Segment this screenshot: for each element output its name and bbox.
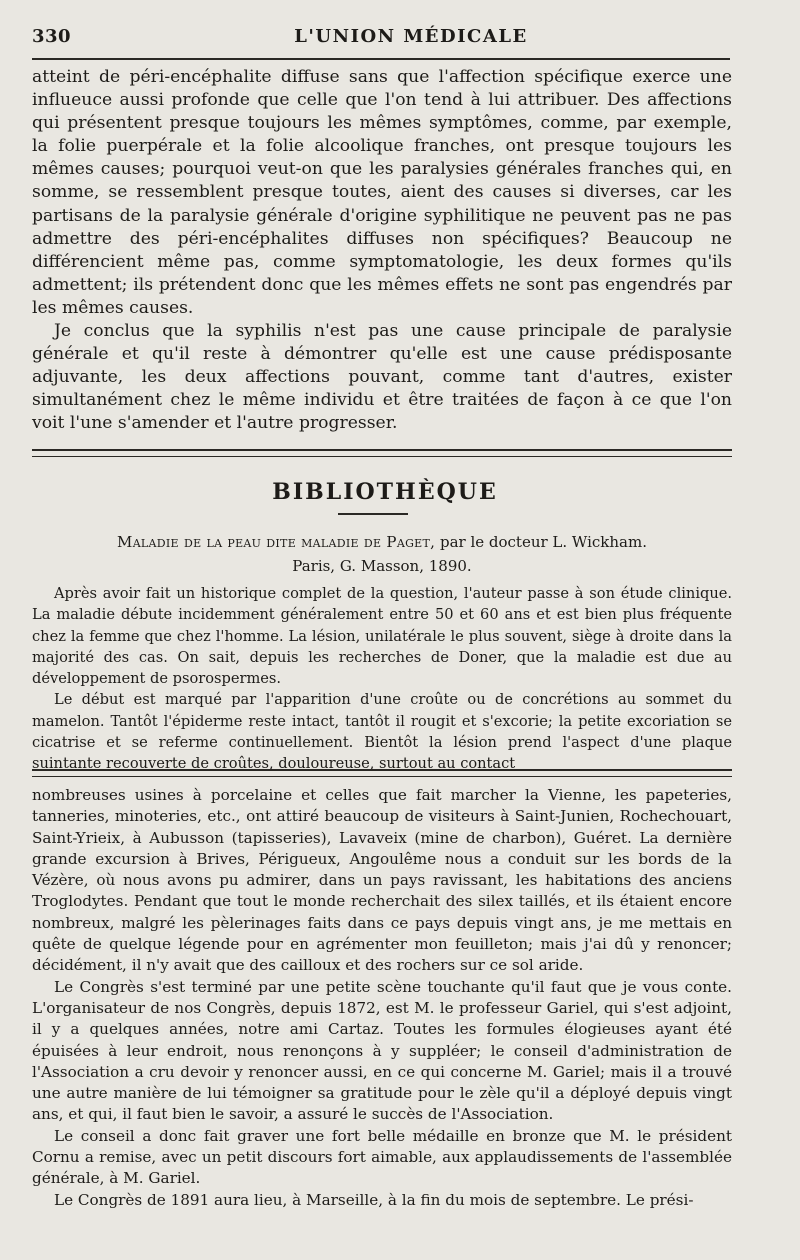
page-number: 330 [32, 26, 72, 47]
book-citation [32, 530, 732, 578]
citation-author: par le docteur L. Wickham. [439, 533, 647, 551]
header-rule [32, 58, 730, 60]
feuilleton-paragraph: Le Congrès s'est terminé par une petite scène touchante qu'il faut que je vous conte. L'organisateur de nos Congrès, depuis 1872, est M. le professeur Gariel, qui s'est adjoint, il y a quelques années, notre ami Cartaz. Toutes les formules élogieuses ayant été épuisées à leur endroit, nous renonçons à y suppléer; le conseil d'administration de l'Association a cru devoir y renoncer aussi, en ce qui concerne M. Gariel; mais il a trouvé une autre manière de lui témoigner sa gratitude pour le zèle qu'il a déployé depuis vingt ans, et qui, il faut bien le savoir, a assuré le succès de l'Association. [32, 977, 732, 1124]
feuilleton-divider [32, 769, 732, 777]
article-paragraph: Je conclus que la syphilis n'est pas une cause principale de paralysie générale et qu'il reste à démontrer qu'elle est une cause prédisposante adjuvante, les deux affections pouvant, comme tant d'autres, exister simultanément chez le même individu et être traitées de façon à ce que l'on voit l'une s'amender et l'autre progresser. [32, 321, 732, 434]
section-divider [32, 449, 732, 457]
feuilleton-paragraph: nombreuses usines à porcelaine et celles que fait marcher la Vienne, les papeteries, tanneries, minoteries, etc., ont attiré beaucoup de visiteurs à Saint-Junien, Rochechouart, Saint-Yrieix, à Aubusson (tapisseries), Lavaveix (mine de charbon), Guéret. La dernière grande excursion à Brives, Périgueux, Angoulême nous a conduit sur les bords de la Vézère, où nous avons pu admirer, dans un pays ravissant, les habitations des anciens Troglodytes. Pendant que tout le monde recherchait des silex taillés, et ils étaient encore nombreux, malgré les pèlerinages faits dans ce pays depuis vingt ans, je me mettais en quête de quelque légende pour en agrémenter mon feuilleton; mais j'ai dû y renoncer; décidément, il n'y avait que des cailloux et des rochers sur ce sol aride. [32, 786, 732, 975]
article-body [32, 66, 732, 436]
citation-publisher: Paris, G. Masson, 1890. [292, 557, 472, 575]
title-underline [338, 513, 408, 515]
page-header [32, 26, 730, 56]
article-paragraph: atteint de péri-encéphalite diffuse sans que l'affection spécifique exerce une influeuce aussi profonde que celle que l'on tend à lui attribuer. Des affections qui présentent presque toujours les mêmes symptômes, comme, par exemple, la folie puerpérale et la folie alcoolique franches, ont presque toujours les mêmes causes; pourquoi veut-on que les paralysies générales franches qui, en somme, se ressemblent presque toutes, aient des causes si diverses, car les partisans de la paralysie générale d'origine syphilitique ne peuvent pas ne pas admettre des péri-encéphalites diffuses non spécifiques? Beaucoup ne différencient même pas, comme symptomatologie, les deux formes qu'ils admettent; ils prétendent donc que les mêmes effets ne sont pas engendrés par les mêmes causes. [32, 67, 732, 318]
section-title: BIBLIOTHÈQUE [272, 479, 498, 505]
citation-title: Maladie de la peau dite maladie de Paget, [117, 533, 436, 551]
review-paragraph: Après avoir fait un historique complet de la question, l'auteur passe à son étude clinique. La maladie débute incidemment généralement entre 50 et 60 ans et est bien plus fréquente chez la femme que chez l'homme. La lésion, unilatérale le plus souvent, siège à droite dans la majorité des cas. On sait, depuis les recherches de Doner, que la maladie est due au développement de psorospermes. [32, 585, 732, 688]
review-paragraph: Le début est marqué par l'apparition d'une croûte ou de concrétions au sommet du mamelon. Tantôt l'épiderme reste intact, tantôt il rougit et s'excorie; la petite excoriation se cicatrise et se referme continuellement. Bientôt la lésion prend l'aspect d'une plaque suintante recouverte de croûtes, douloureuse, surtout au contact [32, 691, 732, 773]
feuilleton-paragraph: Le conseil a donc fait graver une fort belle médaille en bronze que M. le président Cornu a remise, avec un petit discours fort aimable, aux applaudissements de l'assemblée générale, à M. Gariel. [32, 1126, 732, 1188]
running-title: L'UNION MÉDICALE [294, 26, 528, 47]
feuilleton-paragraph: Le Congrès de 1891 aura lieu, à Marseille, à la fin du mois de septembre. Le prési- [54, 1190, 694, 1209]
feuilleton-body [32, 785, 732, 1211]
review-body [32, 583, 732, 775]
